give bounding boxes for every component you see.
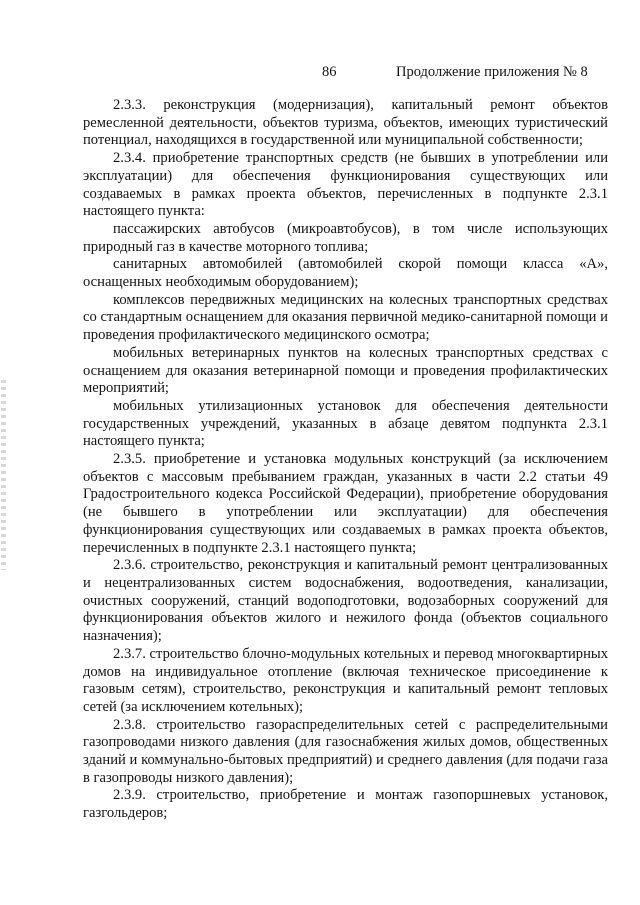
paragraph-2-3-4: 2.3.4. приобретение транспортных средств (не бывших в употреблении или эксплуатации) для обеспечения функционирования существующих или создаваемых в рамках проекта объектов, перечисленных в подпункте 2.3.1 настоящего пункта: (83, 150, 608, 220)
list-item-mobile-veterinary-units: мобильных ветеринарных пунктов на колесных транспортных средствах с оснащением для оказания ветеринарной помощи и проведения профилактических мероприятий; (83, 344, 608, 397)
paragraph-2-3-3: 2.3.3. реконструкция (модернизация), капитальный ремонт объектов ремесленной деятельности, объектов туризма, объектов, имеющих туристический потенциал, находящихся в государственной или муниципальной собственности; (83, 97, 608, 149)
paragraph-2-3-8: 2.3.8. строительство газораспределительных сетей с распределительными газопроводами низкого давления (для газоснабжения жилых домов, общественных зданий и коммунально-бытовых предприятий) и среднего давления (для подачи газа в газопроводы низкого давления); (83, 716, 608, 786)
list-item-mobile-disposal-units: мобильных утилизационных установок для обеспечения деятельности государственных учреждений, указанных в абзаце девятом подпункта 2.3.1 настоящего пункта; (83, 397, 608, 450)
list-item-mobile-medical-complexes: комплексов передвижных медицинских на колесных транспортных средствах со стандартным оснащением для оказания первичной медико-санитарной помощи и проведения профилактического медицинского осмотра; (83, 291, 608, 344)
document-body (83, 97, 608, 823)
running-header: Продолжение приложения № 8 (396, 64, 588, 80)
margin-stamp-mark (1, 380, 6, 570)
paragraph-2-3-5: 2.3.5. приобретение и установка модульных конструкций (за исключением объектов с массовым пребыванием граждан, указанных в части 2.2 статьи 49 Градостроительного кодекса Российской Федерации), приобретение оборудования (не бывшего в употреблении или эксплуатации) для обеспечения функционирования существующих или создаваемых в рамках проекта объектов, перечисленных в подпункте 2.3.1 настоящего пункта; (83, 451, 608, 556)
list-item-buses: пассажирских автобусов (микроавтобусов), в том числе использующих природный газ в качестве моторного топлива; (83, 220, 608, 255)
paragraph-2-3-9: 2.3.9. строительство, приобретение и монтаж газопоршневых установок, газгольдеров; (83, 787, 608, 822)
page-number: 86 (322, 64, 337, 80)
paragraph-2-3-7: 2.3.7. строительство блочно-модульных котельных и перевод многоквартирных домов на индивидуальное отопление (включая техническое присоединение к газовым сетям), строительство, реконструкция и капитальный ремонт тепловых сетей (за исключением котельных); (83, 645, 608, 715)
paragraph-2-3-6: 2.3.6. строительство, реконструкция и капитальный ремонт централизованных и нецентрализованных систем водоснабжения, водоотведения, канализации, очистных сооружений, станций водоподготовки, водозаборных сооружений для функционирования объектов жилого и нежилого фонда (объектов социального назначения); (83, 557, 608, 645)
list-item-ambulances: санитарных автомобилей (автомобилей скорой помощи класса «А», оснащенных необходимым оборудованием); (83, 256, 608, 291)
